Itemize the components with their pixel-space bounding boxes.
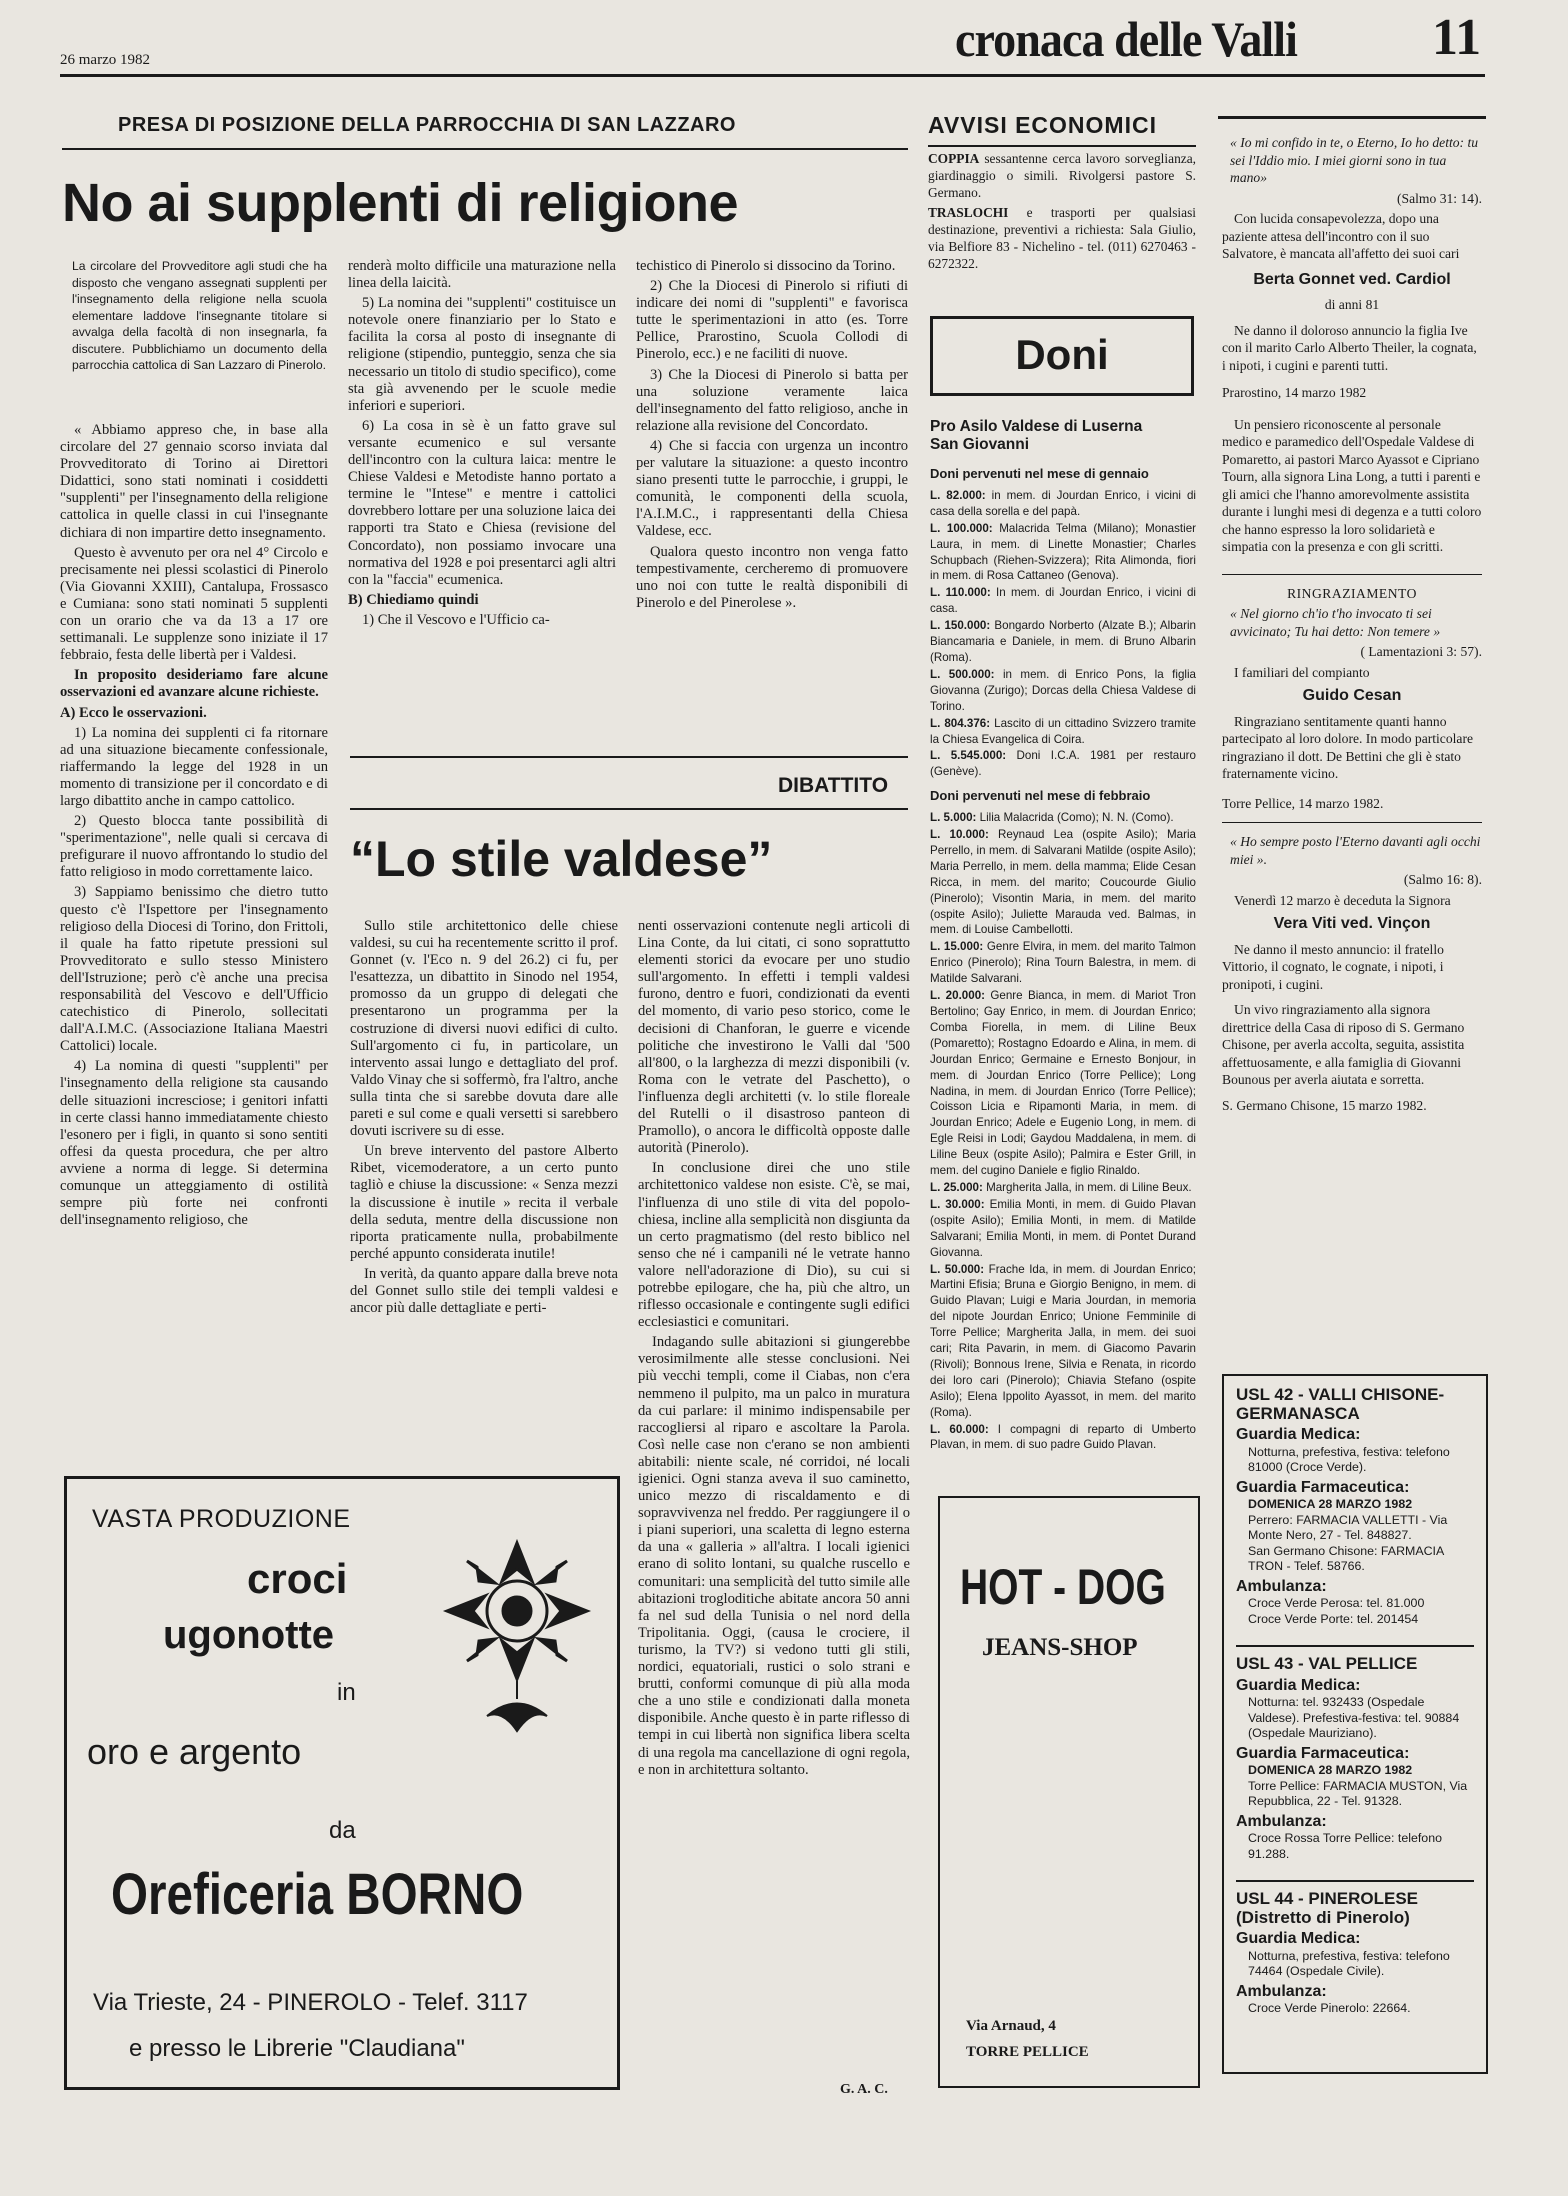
place-date: Torre Pellice, 14 marzo 1982.	[1222, 795, 1384, 811]
avvisi-rule	[928, 145, 1196, 147]
deceased-name: Guido Cesan	[1302, 687, 1402, 704]
list-item: TRASLOCHI e trasporti per qualsiasi destinazione, preventivi a richiesta: Sala Giulio, via Belfiore 83 - Nichelino - tel. (011) 6270463 - 6272322.	[928, 205, 1196, 271]
paragraph: renderà molto difficile una maturazione nella linea della laicità.	[348, 258, 616, 292]
usl-date: DOMENICA 28 MARZO 1982	[1248, 1763, 1413, 1777]
usl-section: Ambulanza:	[1236, 1812, 1327, 1830]
avvisi-title: AVVISI ECONOMICI	[928, 112, 1157, 138]
usl-title: USL 43 - VAL PELLICE	[1236, 1655, 1418, 1673]
main-col-2	[348, 258, 616, 738]
paragraph: Ringraziano sentitamente quanti hanno partecipato al loro dolore. In modo particolare ringraziano il dott. De Bettini che gli è stato fraternamente vicino.	[1222, 713, 1474, 781]
main-col-3	[636, 258, 908, 738]
huguenot-cross-icon	[437, 1531, 597, 1751]
paragraph: In conclusione direi che uno stile architettonico valdese non esiste. C'è, se mai, l'influenza di uno stile di vita del popolo-chiesa, incline alla semplicità non disgiunta da un certo pragmatismo (del resto biblico nel senso che né i campanili né le vetrate hanno valore nell'adorazione di Dio), su cui si potrebbe epilogare, che ha, più che altro, un riflesso occasionale e contingente sugli edifici ecclesiastici e comunitari.	[638, 1160, 910, 1331]
paragraph: Ne danno il mesto annuncio: il fratello Vittorio, il cognato, le cognate, i nipoti, i pronipoti, i cugini.	[1222, 941, 1444, 992]
list-item: L. 15.000: Genre Elvira, in mem. del marito Talmon Enrico (Pinerolo); Rina Tourn Balestra, in mem. di Matilde Salvarani.	[930, 940, 1196, 986]
usl-text: Notturna, prefestiva, festiva: telefono 74464 (Ospedale Civile).	[1248, 1948, 1450, 1978]
paragraph: 3) Che la Diocesi di Pinerolo si batta per una soluzione veramente laica dell'insegnamento del fatto religioso, anche in relazione alla revisione del Concordato.	[636, 366, 908, 434]
section-title: RINGRAZIAMENTO	[1287, 585, 1417, 601]
paragraph: Con lucida consapevolezza, dopo una paziente attesa dell'incontro con il suo Salvatore, è mancata all'affetto dei suoi cari	[1222, 211, 1460, 261]
main-headline: No ai supplenti di religione	[62, 173, 739, 233]
paragraph: In verità, da quanto appare dalla breve nota del Gonnet sullo stile dei templi valdesi e ancor più dalle dettagliate e perti-	[350, 1265, 618, 1317]
doni-jan-title: Doni pervenuti nel mese di gennaio	[930, 466, 1149, 481]
list-item: L. 500.000: in mem. di Enrico Pons, la figlia Giovanna (Zurigo); Dorcas della Chiesa Valdese di Torino.	[930, 667, 1196, 713]
list-item: COPPIA sessantenne cerca lavoro sorveglianza, giardinaggio o simili. Rivolgersi pastore S. Germano.	[928, 151, 1196, 200]
quote: « Ho sempre posto l'Eterno davanti agli occhi miei ».	[1230, 834, 1481, 867]
paragraph: Un vivo ringraziamento alla signora direttrice della Casa di riposo di S. Germano Chisone, per averla accolta, seguita, assistita affettuosamente, e alla famiglia di Giovanni Bounous per averla aiutata e sorretta.	[1222, 1002, 1465, 1087]
doni-title: Doni	[1015, 331, 1109, 378]
usl-text: Notturna, prefestiva, festiva: telefono 81000 (Croce Verde).	[1248, 1444, 1450, 1474]
paragraph: 4) Che si faccia con urgenza un incontro per valutare la situazione: a questo incontro siano presenti tutte le parrocchie, i gruppi, le comunità, le componenti della scuola, l'A.I.M.C., i rappresentanti della Chiesa Valdese, ecc.	[636, 437, 908, 540]
paragraph: techistico di Pinerolo si dissocino da Torino.	[636, 258, 896, 274]
usl-section: Guardia Farmaceutica:	[1236, 1744, 1410, 1762]
hotdog-addr2: TORRE PELLICE	[966, 2044, 1089, 2060]
issue-date: 26 marzo 1982	[60, 52, 150, 68]
list-item: L. 82.000: in mem. di Jourdan Enrico, i vicini di casa della sorella e del papà.	[930, 488, 1196, 518]
list-item: L. 804.376: Lascito di un cittadino Svizzero tramite la Chiesa Evangelica di Coira.	[930, 716, 1196, 746]
usl-section: Guardia Medica:	[1236, 1930, 1361, 1947]
borno-name: Oreficeria BORNO	[111, 1862, 524, 1927]
list-item: L. 60.000: I compagni di reparto di Umberto Plavan, in mem. di suo padre Guido Plavan.	[930, 1422, 1196, 1452]
usl-text: Croce Rossa Torre Pellice: telefono 91.288.	[1248, 1831, 1442, 1861]
main-lead	[72, 258, 327, 374]
usl-44	[1236, 1890, 1474, 2017]
quote: « Io mi confido in te, o Eterno, Io ho detto: tu sei l'Iddio mio. I miei giorni sono in tua mano»	[1230, 135, 1479, 185]
borno-line5: oro e argento	[87, 1731, 302, 1772]
place-date: Prarostino, 14 marzo 1982	[1222, 385, 1367, 400]
doni-box	[930, 316, 1194, 396]
page-number: 11	[1432, 9, 1482, 66]
usl-box	[1222, 1374, 1488, 2074]
dibattito-col-1	[350, 918, 618, 1470]
usl-text: Croce Verde Pinerolo: 22664.	[1248, 2001, 1411, 2015]
paragraph: 5) La nomina dei "supplenti" costituisce un notevole onere finanziario per lo Stato e facilita la corsa al posto di insegnante di religione (stipendio, punteggio, senza che sia necessario un titolo di studio specifico), come sta già avvenendo per le scuole medie inferiori e superiori.	[348, 295, 616, 414]
usl-title: USL 42 - VALLI CHISONE-GERMANASCA	[1236, 1386, 1445, 1423]
doni-feb-title: Doni pervenuti nel mese di febbraio	[930, 788, 1151, 804]
paragraph: 1) Che il Vescovo e l'Ufficio ca-	[362, 611, 550, 628]
dibattito-col-2	[638, 918, 910, 2090]
borno-ad	[64, 1476, 620, 2090]
main-col-1	[60, 422, 328, 1472]
paragraph: Indagando sulle abitazioni si giungerebbe verosimilmente alle stesse conclusioni. Nei più vecchi templi, come il Ciabas, non c'era nemmeno il pulpito, ma un palco in muratura da cui parlare: il minimo indispensabile per raccogliersi al riparo e ascoltare la Parola. Così nelle case non c'erano se non ambienti abitabili: niente scale, né corridoi, né locali igienici. Ogni stanza aveva il suo caminetto, unico mezzo di riscaldamento e di sopravvivenza nel freddo. Per raggiungere il o i piani superiori, una scaletta di legno esterna da una « galleria » all'altra. I locali igienici erano di solito lontani, su qualche ruscello e comunitari: una semplicità del tutto simile alle abitazioni trogloditiche abitate ancora 50 anni fa nel sud della Tunisia o nel nord della Tripolitania. Oggi, (causa le crociere, il turismo, la TV?) si vedono tutti gli stili, nordici, equatoriali, rustici o solo strani e brutti, conformi comunque di più alla moda che a uno stile e condizionati dalla moneta disponibile. Anche questo è in parte riflesso di tempi in cui libertà non significa libera scelta di una regola ma cancellazione di ogni regola, e non in architettura soltanto.	[638, 1334, 910, 1778]
borno-also: e presso le Librerie "Claudiana"	[129, 2035, 465, 2062]
list-item: L. 5.545.000: Doni I.C.A. 1981 per restauro (Genève).	[930, 749, 1196, 779]
hotdog-ad	[938, 1496, 1200, 2088]
kicker-rule	[62, 148, 908, 150]
quote: « Nel giorno ch'io t'ho invocato ti sei avvicinato; Tu hai detto: Non temere »	[1230, 606, 1441, 639]
paragraph: 6) La cosa in sè è un fatto grave sul versante ecumenico e sul versante dell'incontro con la cultura laica: mentre le Chiese Valdesi e Metodiste hanno portato a termine le "Intese" e mentre i cattolici dovrebbero lottare per una soluzione laica dei rapporti tra Stato e Chiesa (revisione del Concordato), non possiamo invocare una normativa del 1928 e poi presentarci agli altri con la "faccia" ecumenica.	[348, 417, 616, 588]
list-item: L. 110.000: In mem. di Jourdan Enrico, i vicini di casa.	[930, 586, 1196, 616]
list-item: L. 50.000: Frache Ida, in mem. di Jourdan Enrico; Martini Efisia; Bruna e Giorgio Benigno, in mem. di Guido Plavan; Luigi e Maria Jourdan, in memoria del nipote Jourdan Enrico; Unione Femminile di Torre Pellice; Margherita Jalla, in mem. dei suoi cari; Rita Pavarin, in mem. di Giacomo Pavarin (Rivoli); Bonnous Irene, Silvia e Renata, in ricordo dei loro cari (Pinerolo); Chiavia Stefano (ospite Asilo); Elena Ippolito Ayassot, in mem. del marito (Roma).	[930, 1262, 1196, 1419]
quote-ref: ( Lamentazioni 3: 57).	[1360, 644, 1482, 659]
quote-ref: (Salmo 16: 8).	[1403, 872, 1482, 887]
borno-line6: da	[329, 1817, 356, 1844]
list-item: L. 30.000: Emilia Monti, in mem. di Guido Plavan (ospite Asilo); Emilia Monti, in mem. di Matilde Salvarani; Emilia Monti, in mem. di Pontet Durand Giovanna.	[930, 1197, 1196, 1259]
lead-text: La circolare del Provveditore agli studi che ha disposto che vengano assegnati supplenti per l'insegnamento della religione nella scuola elementare laddove l'insegnante titolare si avvalga della facoltà di non insegnarla, fa discutere. Pubblichiamo un documento della parrocchia cattolica di San Lazzaro di Pinerolo.	[72, 259, 327, 372]
hotdog-sub: JEANS-SHOP	[982, 1634, 1138, 1661]
paragraph: Venerdì 12 marzo è deceduta la Signora	[1234, 892, 1451, 908]
borno-line2: croci	[247, 1555, 348, 1602]
paragraph: Un pensiero riconoscente al personale medico e paramedico dell'Ospedale Valdese di Pomaretto, ai pastori Marco Ayassot e Cipriano Tourn, alla signora Lina Long, a tutti i parenti e gli amici che l'hanno amorevolmente assistita durante i lunghi mesi di degenza e a tutti coloro che hanno espresso la loro solidarietà e simpatia con la presenza e con gli scritti.	[1222, 416, 1482, 554]
paragraph: Qualora questo incontro non venga fatto tempestivamente, cercheremo di promuovere uno noi con tutte le realtà disponibili di Pinerolo e del Pinerolese ».	[636, 543, 908, 611]
paragraph: Sullo stile architettonico delle chiese valdesi, su cui ha recentemente scritto il prof. Gonnet (v. l'Eco n. 9 del 26.2) ci fu, per l'esattezza, un dibattito in Sinodo nel 1954, promosso da un gruppo di delegati che presentarono un programma per la costruzione di diversi nuovi edifici di culto. Sull'argomento ci fu, in particolare, un intervento assai lungo e dettagliato del prof. Valdo Vinay che si soffermò, fra l'altro, anche sulla tinta che si sarebbe dovuta dare alle pareti e sul come e quali versetti si sarebbero dovuti iscrivere su di esse.	[350, 918, 618, 1140]
usl-section: Ambulanza:	[1236, 1982, 1327, 2000]
usl-42	[1236, 1386, 1474, 1639]
paragraph: Ne danno il doloroso annuncio la figlia Ive con il marito Carlo Alberto Theiler, la cognata, i nipoti, i cugini e parenti tutti.	[1222, 322, 1477, 373]
usl-date: DOMENICA 28 MARZO 1982	[1248, 1497, 1413, 1511]
borno-line3: ugonotte	[163, 1613, 335, 1657]
list-item: L. 20.000: Genre Bianca, in mem. di Mariot Tron Bertolino; Gay Enrico, in mem. di Jourdan Enrico; Comba Fiorella, in mem. di Liline Beux (Pomaretto); Rostagno Edoardo e Alina, in mem. di Jourdan Enrico; Germaine e Ernesto Bonjour, in mem. di Jourdan Enrico (Torre Pellice); Long Nadina, in mem. di Jourdan Enrico (Torre Pellice); Coisson Licia e Ripamonti Maria, in mem. di Jourdan Enrico; Adele e Eugenio Long, in mem. di Egle Reisi in Lodi; Gaydou Maddalena, in mem. di Liline Beux (ospite Asilo); Palmira e Ester Grill, in mem. del cugino Daniele e figlio Rinaldo.	[930, 989, 1196, 1178]
paragraph: Un breve intervento del pastore Alberto Ribet, vicemoderatore, a un certo punto tagliò e chiuse la discussione: « Senza mezzi la discussione è inutile » recita il verbale della seduta, mentre della discussione non riporta praticamente nulla, probabilmente perché appunto considerata inutile!	[350, 1143, 618, 1262]
dibattito-signature: G. A. C.	[840, 2082, 888, 2097]
paragraph: nenti osservazioni contenute negli articoli di Lina Conte, da lui citati, ci sono soprattutto elementi storici da evocare per uno studio sull'argomento. In effetti i templi valdesi furono, dentro e fuori, condizionati da eventi del momento, di vario peso storico, come le decisioni di Chanforan, le guerre e vicende politiche che investirono le Valli dal '500 all'800, o la larghezza di mezzi disponibili (v. Roma con le vetrate del Paschetto), o l'influenza degli architetti (v. lo stile floreale del Rutelli o il disastroso panteon di Pramollo), o ancora le difficoltà opposte dalle autorità (Pinerolo).	[638, 918, 910, 1157]
usl-text: San Germano Chisone: FARMACIA TRON - Telef. 58766.	[1248, 1543, 1444, 1573]
divider	[1222, 822, 1482, 823]
usl-title: USL 44 - PINEROLESE (Distretto di Pinerolo)	[1236, 1890, 1419, 1927]
paragraph: I familiari del compianto	[1234, 664, 1370, 680]
paragraph: Questo è avvenuto per ora nel 4° Circolo e precisamente nei plessi scolastici di Pinerolo (Via Giovanni XXIII), Cantalupa, Frossasco e Cumiana: sono stati nominati 5 supplenti con un orario che va da 13 a 17 ore settimanali. Le supplenze sono iniziate il 17 febbraio, festa delle libertà per i Valdesi.	[60, 544, 328, 664]
list-item: L. 10.000: Reynaud Lea (ospite Asilo); Maria Perrello, in mem. di Salvarani Matilde (ospite Asilo); Maria Perrello, in mem. della mamma; Elide Cesan Ricca, in mem. del marito; Coucourde Giulio (Pinerolo); Visontin Maria, in mem. del marito (ospite Asilo); Juliette Marauda ved. Balmas, in mem. di Louise Cambellotti.	[930, 828, 1196, 937]
avvisi-list	[928, 150, 1196, 275]
usl-section: Ambulanza:	[1236, 1577, 1327, 1595]
dibattito-kicker: DIBATTITO	[778, 774, 889, 797]
doni-list	[930, 462, 1196, 1472]
usl-section: Guardia Medica:	[1236, 1426, 1361, 1443]
usl-43	[1236, 1655, 1474, 1874]
deceased-name: Berta Gonnet ved. Cardiol	[1253, 270, 1451, 288]
doni-org: Pro Asilo Valdese di Luserna San Giovanni	[930, 418, 1143, 453]
usl-section: Guardia Farmaceutica:	[1236, 1478, 1410, 1496]
subhead: B) Chiediamo quindi	[348, 591, 479, 608]
divider	[1222, 574, 1482, 575]
necrologi-col	[1222, 134, 1482, 1334]
usl-text: Croce Verde Perosa: tel. 81.000	[1248, 1596, 1425, 1610]
hotdog-name: HOT - DOG	[960, 1559, 1166, 1615]
dibattito-headline: “Lo stile valdese”	[350, 831, 773, 887]
divider	[1236, 1645, 1474, 1647]
dibattito-rule	[350, 808, 908, 810]
list-item: L. 5.000: Lilia Malacrida (Como); N. N. (Como).	[930, 811, 1174, 825]
paragraph: 2) Che la Diocesi di Pinerolo si rifiuti di indicare dei nomi di "supplenti" e favorisca tutte le sperimentazioni in atto (es. Torre Pellice, Prarostino, Scuola Collodi di Pinerolo, ecc.) e ne faciliti di nuove.	[636, 278, 908, 363]
deceased-name: Vera Viti ved. Vinçon	[1273, 915, 1431, 932]
list-item: L. 25.000: Margherita Jalla, in mem. di Liline Beux.	[930, 1180, 1192, 1194]
age: di anni 81	[1324, 297, 1380, 312]
usl-text: Torre Pellice: FARMACIA MUSTON, Via Repubblica, 22 - Tel. 91328.	[1248, 1778, 1468, 1808]
borno-line1: VASTA PRODUZIONE	[92, 1505, 351, 1533]
usl-text: Perrero: FARMACIA VALLETTI - Via Monte Nero, 27 - Tel. 848827.	[1248, 1512, 1448, 1542]
paragraph: 1) La nomina dei supplenti ci fa ritornare ad una situazione biecamente confessionale, riaffermando la legge del 1928 in un momento di transizione per il concordato e di largo dibattito anche in campo cattolico.	[60, 724, 328, 809]
usl-section: Guardia Medica:	[1236, 1676, 1361, 1694]
divider	[1236, 1880, 1474, 1882]
usl-text: Croce Verde Porte: tel. 201454	[1248, 1611, 1419, 1626]
paragraph: « Abbiamo appreso che, in base alla circolare del 27 gennaio scorso inviata dal Provveditorato di Torino ai Direttori Didattici, sono stati nominati i cosiddetti "supplenti" per l'insegnamento della religione cattolica in quelle classi in cui l'insegnante dichiara di non impartire detto insegnamento.	[60, 422, 328, 541]
paragraph: 4) La nomina di questi "supplenti" per l'insegnamento della religione sta causando delle situazioni incresciose; i genitori infatti in certe classi hanno immediatamente chiesto l'esonero per i figli, in quanto si sono sentiti offesi da questa procedura, che per altro avviene a norma di legge. Si determina comunque un atteggiamento di ostilità sempre più forte nei confronti dell'insegnamento religioso, che	[60, 1058, 328, 1229]
borno-line4: in	[337, 1679, 356, 1706]
paragraph: In proposito desideriamo fare alcune osservazioni ed avanzare alcune richieste.	[60, 667, 328, 701]
hotdog-addr1: Via Arnaud, 4	[966, 2018, 1056, 2034]
header-rule	[60, 74, 1485, 77]
subhead: A) Ecco le osservazioni.	[60, 704, 207, 721]
list-item: L. 150.000: Bongardo Norberto (Alzate B.); Albarin Biancamaria e Daniele, in mem. di Bruno Albarin (Roma).	[930, 619, 1196, 664]
usl-text: Notturna: tel. 932433 (Ospedale Valdese). Prefestiva-festiva: tel. 90884 (Ospedale Mauriziano).	[1248, 1695, 1460, 1740]
paper-title: cronaca delle Valli	[955, 11, 1298, 67]
borno-address: Via Trieste, 24 - PINEROLO - Telef. 3117	[93, 1989, 528, 2016]
paragraph: 3) Sappiamo benissimo che dietro tutto questo c'è l'Ispettore per l'insegnamento religioso della Diocesi di Torino, don Frittoli, il quale ha fatto ripetute pressioni sul Provveditorato e sullo stesso Ministero dell'Istruzione; però c'è anche una precisa responsabilità del Vescovo e dell'Ufficio catechistico di Pinerolo, sollecitati dall'A.I.M.C. (Associazione Italiana Maestri Cattolici) locale.	[60, 884, 328, 1055]
dibattito-rule-top	[350, 756, 908, 758]
place-date: S. Germano Chisone, 15 marzo 1982.	[1222, 1097, 1427, 1113]
right-column-rule	[1218, 116, 1486, 119]
quote-ref: (Salmo 31: 14).	[1397, 190, 1482, 206]
main-kicker: PRESA DI POSIZIONE DELLA PARROCCHIA DI SAN LAZZARO	[118, 114, 736, 136]
list-item: L. 100.000: Malacrida Telma (Milano); Monastier Laura, in mem. di Linette Monastier; Charles Schupbach (Riehen-Svizzera); Rita Alimonda, fiori in mem. di Rosa Cattaneo (Genova).	[930, 521, 1196, 583]
paragraph: 2) Questo blocca tante possibilità di "sperimentazione", nelle quali si cercava di prefigurare il nuovo affrontando lo studio del fatto religioso in modo correttamente laico.	[60, 813, 328, 881]
